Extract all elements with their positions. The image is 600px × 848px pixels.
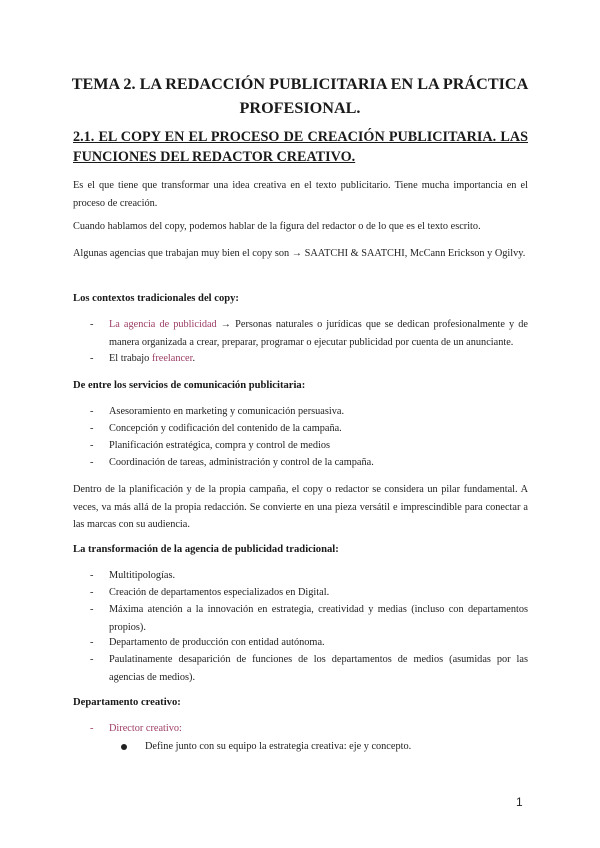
sub-list-item-text: Define junto con su equipo la estrategia creativa: eje y concepto.: [145, 741, 412, 752]
list-dash: -: [90, 570, 94, 581]
highlight-director-creativo: Director creativo:: [109, 723, 182, 734]
departamento-heading: Departamento creativo:: [73, 697, 181, 708]
list-item-text: Planificación estratégica, compra y control de medios: [109, 440, 331, 451]
list-dash: -: [90, 654, 94, 665]
planificacion-paragraph: Dentro de la planificación y de la propia campaña, el copy o redactor se considera un pilar fundamental. A veces, va más allá de la propia redacción. Se convierte en una pieza versátil e imprescindible para conectar a las marcas con su audiencia.: [73, 484, 528, 530]
list-dash: -: [90, 440, 94, 451]
list-item-text: Multitipologías.: [109, 570, 176, 581]
page-number: 1: [516, 795, 523, 809]
intro-paragraph-3: Algunas agencias que trabajan muy bien el copy son → SAATCHI & SAATCHI, McCann Erickson y Ogilvy.: [73, 248, 526, 259]
list-item-text: Máxima atención a la innovación en estrategia, creatividad y medias (incluso con departamentos propios).: [109, 604, 528, 633]
list-dash: -: [90, 406, 94, 417]
list-dash: -: [90, 587, 94, 598]
list-item: [90, 634, 528, 652]
list-dash: -: [90, 457, 94, 468]
list-item-text: El trabajo: [109, 353, 150, 364]
list-item: [90, 403, 528, 421]
list-item-text: → Personas naturales o jurídicas que se dedican profesionalmente y de manera organizada a crear, preparar, programar o ejecutar publicidad por cuenta de un anunciante.: [109, 319, 528, 348]
list-dash: -: [90, 353, 94, 364]
intro-paragraph-1: Es el que tiene que transformar una idea creativa en el texto publicitario. Tiene mucha importancia en el proceso de creación.: [73, 180, 528, 209]
list-item-text: Paulatinamente desaparición de funciones de los departamentos de medios (asumidas por las agencias de medios).: [109, 654, 528, 683]
list-item: [90, 316, 528, 351]
list-item-text: Concepción y codificación del contenido de la campaña.: [109, 423, 342, 434]
list-item: [90, 584, 528, 602]
intro-paragraph-2: Cuando hablamos del copy, podemos hablar de la figura del redactor o de lo que es el texto escrito.: [73, 221, 481, 232]
sub-list-item: [121, 738, 521, 756]
servicios-heading: De entre los servicios de comunicación publicitaria:: [73, 380, 306, 391]
list-dash: -: [90, 319, 94, 330]
list-item: [90, 350, 528, 368]
list-item: [90, 454, 528, 472]
list-item: [90, 720, 528, 738]
highlight-freelancer: freelancer: [151, 353, 193, 364]
list-dash: -: [90, 604, 94, 615]
transformacion-heading: La transformación de la agencia de publicidad tradicional:: [73, 544, 339, 555]
list-item-text: Creación de departamentos especializados en Digital.: [109, 587, 330, 598]
list-dash: -: [90, 423, 94, 434]
list-item: [90, 567, 528, 585]
list-dash: -: [90, 723, 94, 734]
list-item-text: Departamento de producción con entidad autónoma.: [109, 637, 325, 648]
document-title: TEMA 2. LA REDACCIÓN PUBLICITARIA EN LA PRÁCTICA PROFESIONAL.: [71, 75, 529, 117]
list-item: [90, 651, 528, 686]
list-item: [90, 420, 528, 438]
list-item-text: Asesoramiento en marketing y comunicación persuasiva.: [109, 406, 345, 417]
highlight-agencia: La agencia de publicidad: [109, 319, 217, 330]
list-item: [90, 601, 528, 636]
bullet-dot: [121, 744, 127, 750]
list-item-suffix: .: [192, 353, 196, 364]
section-heading: 2.1. EL COPY EN EL PROCESO DE CREACIÓN PUBLICITARIA. LAS FUNCIONES DEL REDACTOR CREATIVO.: [73, 129, 528, 165]
list-item: [90, 437, 528, 455]
list-dash: -: [90, 637, 94, 648]
list-item-text: Coordinación de tareas, administración y control de la campaña.: [109, 457, 374, 468]
contextos-heading: Los contextos tradicionales del copy:: [73, 293, 239, 304]
